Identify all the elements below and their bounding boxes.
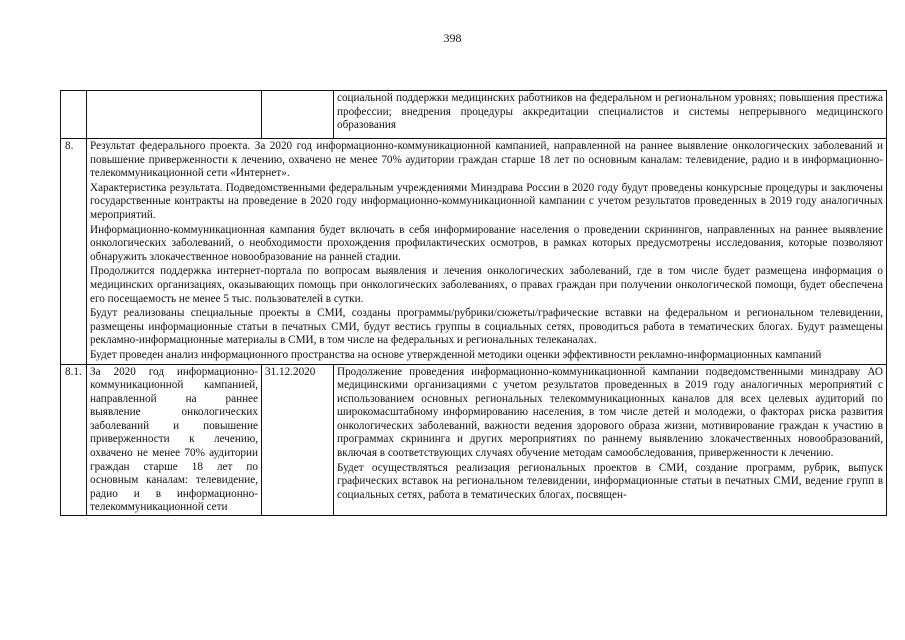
paragraph: Будут реализованы специальные проекты в СМИ, созданы программы/рубрики/сюжеты/графические вставки на федеральном и региональном телевидении, размещены информационные статьи в печатных СМИ, будут вестись группы в социальных сетях, проводиться работа в тематических блогах. Будут размещены рекламно-информационные материалы в СМИ, в том числе на федеральных и региональных телеканалах. [90,307,883,347]
paragraph: Информационно-коммуникационная кампания будет включать в себя информирование населения о проведении скринингов, направленных на раннее выявление онкологических заболеваний, о необходимости прохождения профилактических осмотров, в рамках которых предусмотрены исследования, которые позволяют обнаружить злокачественное новообразование на ранней стадии. [90,223,883,263]
result-description-cell [87,139,887,365]
page-number: 398 [443,31,462,45]
paragraph: Результат федерального проекта. За 2020 год информационно-коммуникационной кампанией, направленной на раннее выявление онкологических заболеваний и повышение приверженности к лечению, охвачено не менее 70% аудитории граждан старше 18 лет по основным каналам: телевидение, радио и в информационно-телекоммуникационной сети «Интернет». [90,140,883,180]
paragraph: Будет проведен анализ информационного пространства на основе утвержденной методики оценки эффективности рекламно-информационных кампаний [90,348,822,361]
paragraph: Характеристика результата. Подведомственными федеральным учреждениями Минздрава России в 2020 году будут проведены конкурсные процедуры и заключены государственные контракты на проведение в 2020 году информационно-коммуникационной кампании с учетом результатов проведенных в 2019 году аналогичных мероприятий. [90,181,883,221]
result-name-cell: За 2020 год информационно-коммуникационной кампанией, направленной на раннее выявление онкологических заболеваний и повышение приверженности к лечению, охвачено не менее 70% аудитории граждан старше 18 лет по основным каналам: телевидение, радио и в информационно-телекоммуникационной сети [87,364,262,516]
result-description-cell [334,364,887,516]
row-number-cell: 8.1. [61,364,87,516]
row-number-cell [61,91,87,139]
table-row-8 [61,139,887,365]
paragraph: Продолжится поддержка интернет-портала по вопросам выявления и лечения онкологических заболеваний, где в том числе будет размещена информация о медицинских организациях, оказывающих помощь при онкологических заболеваниях, о правах граждан при получении онкологической помощи, будет обеспечена его посещаемость не менее 5 тыс. пользователей в сутки. [90,265,883,305]
row-number-cell: 8. [61,139,87,365]
deadline-cell [262,91,334,139]
result-name-cell [87,91,262,139]
paragraph: Продолжение проведения информационно-коммуникационной кампании подведомственными минздраву АО медицинскими организациями с учетом результатов проведенных в 2019 году аналогичных мероприятий с использованием основных региональных телекоммуникационных каналов для всех целевых аудиторий по широкомасштабному информированию населения, в том числе детей и молодежи, о факторах риска развития онкологических заболеваний, важности ведения здорового образа жизни, мотивирование граждан к участию в программах скрининга и других мероприятиях по раннему выявлению злокачественных новообразований, включая в соответствующих случаях обучение методам самообследования, приверженности к лечению. [337,365,883,460]
table-row-8-1 [61,364,887,516]
deadline-cell: 31.12.2020 [262,364,334,516]
document-table [60,90,887,516]
paragraph: Будет осуществляться реализация региональных проектов в СМИ, создание программ, рубрик, выпуск графических вставок на региональном телевидении, информационные статьи в печатных СМИ, ведение групп в социальных сетях, работа в тематических блогах, посвящен- [337,461,883,501]
table-row-continuation [61,91,887,139]
result-description-cell: социальной поддержки медицинских работников на федеральном и региональном уровнях; повышения престижа профессии; внедрения процедуры аккредитации специалистов и системы непрерывного медицинского образования [334,91,887,139]
